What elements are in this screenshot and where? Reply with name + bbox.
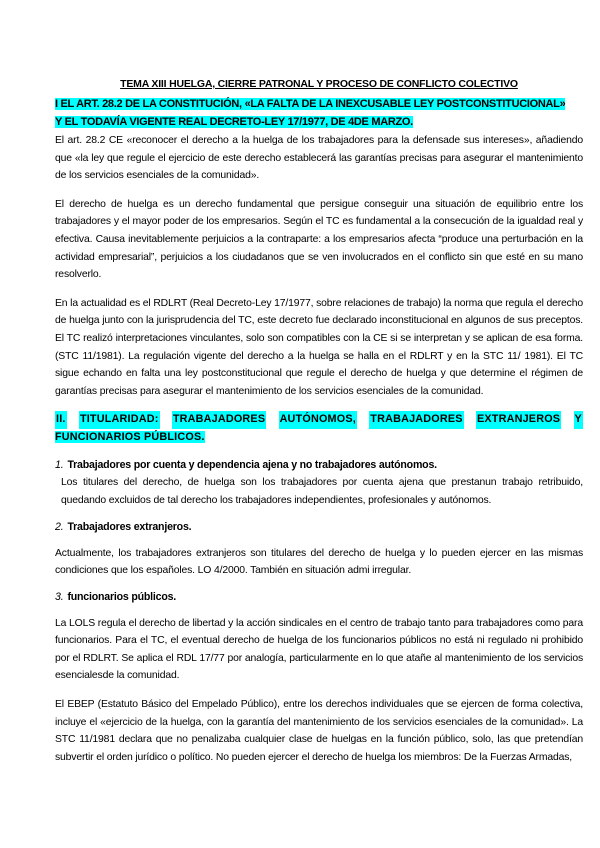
subsection-2-number: 2. <box>55 520 64 533</box>
subsection-3-title <box>55 589 583 606</box>
section2-heading-word: Y <box>574 411 583 429</box>
section1-paragraph-1: El art. 28.2 CE «reconocer el derecho a la huelga de los trabajadores para la defensade sus intereses», añadiendo que «la ley que regule el ejercicio de este derecho establecerá las garantías precisas para asegurar el mantenimiento de los servicios esenciales de la comunidad». <box>55 135 583 182</box>
section1-paragraph-3: En la actualidad es el RDLRT (Real Decreto-Ley 17/1977, sobre relaciones de trabajo) la norma que regula el derecho de huelga junto con la jurisprudencia del TC, este decreto fue declarado inconstitucional en algunos de sus preceptos. El TC realizó interpretaciones vinculantes, solo son compatibles con la CE si se interpretan y se aplican de esa forma. (STC 11/1981). La regulación vigente del derecho a la huelga se halla en el RDLRT y en la STC 11/ 1981). El TC sigue echando en falta una ley postconstitucional que regule el derecho de huelga y que determine el régimen de garantías precisas para asegurar el mantenimiento de los servicios esenciales de la comunidad. <box>55 297 583 397</box>
subsection-2-text: Actualmente, los trabajadores extranjeros son titulares del derecho de huelga y lo pueden ejercer en las mismas condiciones que los españoles. LO 4/2000. También en situación admi irregular. <box>55 547 583 577</box>
subsection-3-title-text: funcionarios públicos. <box>67 590 177 603</box>
section2-heading-word: AUTÓNOMOS, <box>279 411 357 429</box>
section1-paragraph-2: El derecho de huelga es un derecho fundamental que persigue conseguir una situación de equilibrio entre los trabajadores y el mayor poder de los empresarios. Según el TC es fundamental a la consecución de la igualdad real y efectiva. Causa inevitablemente perjuicios a la contraparte: a los empresarios afecta “produce una perturbación en la actividad empresarial”, perjuicios a los ciudadanos que se ven involucrados en el conflicto sin que esté en su mano resolverlo. <box>55 198 583 281</box>
section2-heading-word: TRABAJADORES <box>172 411 266 429</box>
section1-heading-line1: I EL ART. 28.2 DE LA CONSTITUCIÓN, «LA FALTA DE LA INEXCUSABLE LEY POSTCONSTITUCIONAL» <box>55 98 566 110</box>
section1-heading <box>55 96 583 131</box>
subsection-1-text: Los titulares del derecho, de huelga son los trabajadores por cuenta ajena que prestanun trabajo retribuido, quedando excluidos de tal derecho los trabajadores independientes, profesionales y autónomos. <box>61 477 583 506</box>
subsection-3-paragraph-1: La LOLS regula el derecho de libertad y la acción sindicales en el centro de trabajo tanto para trabajadores como para funcionarios. Para el TC, el eventual derecho de huelga de los funcionarios públicos no está ni regulado ni prohibido por el RDLRT. Se aplica el RDL 17/77 por analogía, particularmente en lo que atañe al mantenimiento de los servicios esencialesde la comunidad. <box>55 617 583 682</box>
document-title: TEMA XIII HUELGA, CIERRE PATRONAL Y PROCESO DE CONFLICTO COLECTIVO <box>120 78 518 90</box>
section2-heading-word: TITULARIDAD: <box>79 411 160 429</box>
section2-heading <box>55 411 583 446</box>
subsection-1-number: 1. <box>55 459 64 472</box>
subsection-1-title-text: Trabajadores por cuenta y dependencia ajena y no trabajadores autónomos. <box>67 459 437 472</box>
section2-heading-word: TRABAJADORES <box>369 411 463 429</box>
subsection-3-paragraph-2: El EBEP (Estatuto Básico del Empelado Público), entre los derechos individuales que se ejercen de forma colectiva, incluye el «ejercicio de la huelga, con la garantía del mantenimiento de los servicios esenciales de la comunidad». La STC 11/1981 declara que no penalizaba cualquier clase de huelgas en la función público, solo, las que pretendían subvertir el orden jurídico o político. No pueden ejercer el derecho de huelga los miembros: De la Fuerzas Armadas, <box>55 699 583 763</box>
subsection-2-title-text: Trabajadores extranjeros. <box>67 520 192 533</box>
section2-heading-word: EXTRANJEROS <box>476 411 561 429</box>
subsection-1-title <box>55 457 583 474</box>
document-page <box>55 78 583 766</box>
section2-heading-line2: FUNCIONARIOS PÚBLICOS. <box>55 430 205 443</box>
section1-heading-line2: Y EL TODAVÍA VIGENTE REAL DECRETO-LEY 17/1977, DE 4DE MARZO. <box>55 115 413 128</box>
section2-heading-word: II. <box>55 411 67 429</box>
subsection-2-title <box>55 519 583 536</box>
subsection-3-number: 3. <box>55 590 64 603</box>
